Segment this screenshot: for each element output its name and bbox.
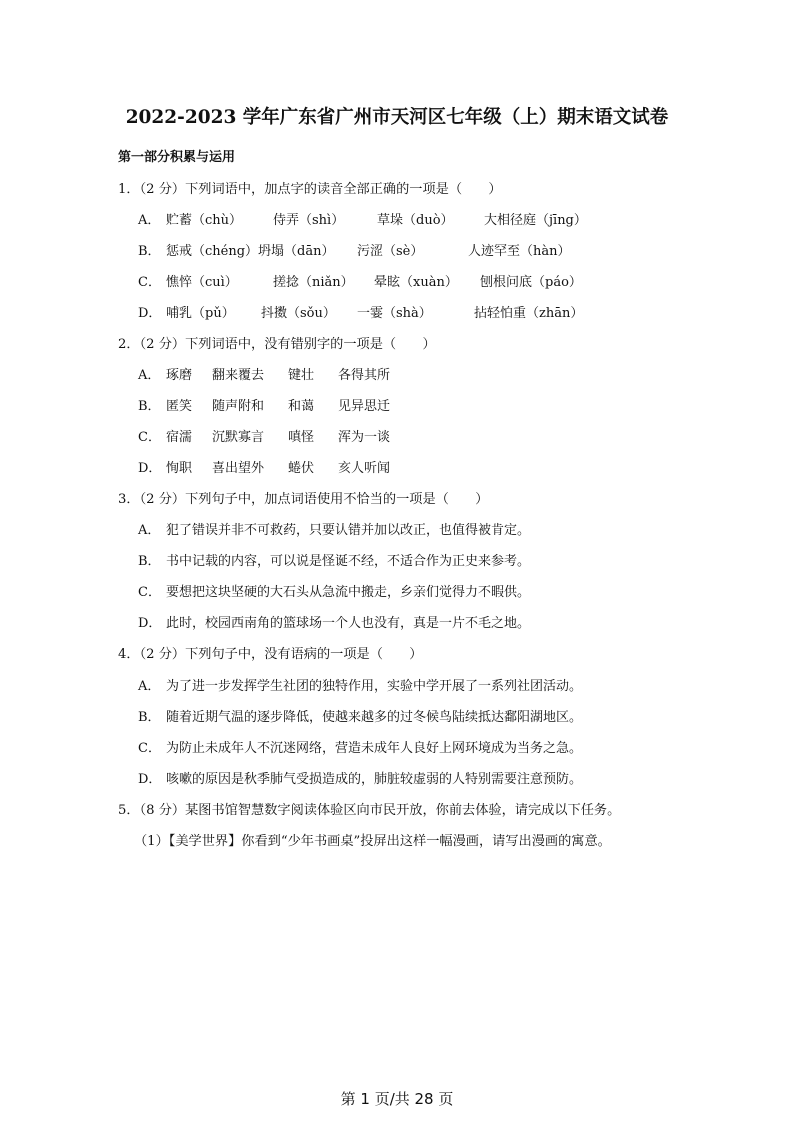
option-item: 键壮 xyxy=(288,368,315,383)
option-text: 犯了错误并非不可救药，只要认错并加以改正，也值得被肯定。 xyxy=(166,523,531,538)
option-item: 宿濡 xyxy=(166,430,193,445)
option-item: 见异思迁 xyxy=(338,399,391,414)
option-item: 一霎（shà） xyxy=(357,306,432,321)
page-title: 2022-2023 学年广东省广州市天河区七年级（上）期末语文试卷 xyxy=(125,107,669,128)
option-text: 咳嗽的原因是秋季肺气受损造成的，肺脏较虚弱的人特别需要注意预防。 xyxy=(166,772,583,787)
option-letter: B． xyxy=(138,710,161,725)
option-item: 贮蓄（chù） xyxy=(166,213,243,228)
option-item: 草垛（duò） xyxy=(377,213,454,228)
option-letter: D． xyxy=(138,461,162,476)
option-item: 嗔怪 xyxy=(288,430,315,445)
option-letter: C． xyxy=(138,275,161,290)
option-item: 蜷伏 xyxy=(288,461,315,476)
option-item: 侍弄（shì） xyxy=(273,213,345,228)
option-letter: C． xyxy=(138,430,161,445)
option-item: 随声附和 xyxy=(212,399,265,414)
option-letter: D． xyxy=(138,616,162,631)
option-item: 各得其所 xyxy=(338,368,391,383)
option-text: 此时，校园西南角的篮球场一个人也没有，真是一片不毛之地。 xyxy=(166,616,531,631)
option-item: 琢磨 xyxy=(166,368,193,383)
option-item: 哺乳（pǔ） xyxy=(166,306,235,321)
option-item: 污涩（sè） xyxy=(357,244,424,259)
option-item: 惩戒（chéng） xyxy=(166,244,259,259)
option-item: 恂职 xyxy=(166,461,193,476)
option-item: 晕眩（xuàn） xyxy=(374,275,458,290)
option-letter: A． xyxy=(138,523,161,538)
option-text: 随着近期气温的逐步降低，使越来越多的过冬候鸟陆续抵达鄱阳湖地区。 xyxy=(166,710,583,725)
option-item: 沉默寡言 xyxy=(212,430,265,445)
option-text: 为防止未成年人不沉迷网络，营造未成年人良好上网环境成为当务之急。 xyxy=(166,741,583,756)
option-letter: A． xyxy=(138,368,161,383)
option-item: 浑为一谈 xyxy=(338,430,391,445)
option-letter: B． xyxy=(138,554,161,569)
option-item: 憔悴（cuì） xyxy=(166,275,238,290)
option-item: 拈轻怕重（zhān） xyxy=(474,306,584,321)
option-item: 抖擞（sǒu） xyxy=(261,306,336,321)
option-item: 刨根问底（páo） xyxy=(480,275,582,290)
option-letter: A． xyxy=(138,679,161,694)
option-item: 坍塌（dān） xyxy=(258,244,335,259)
option-text: 要想把这块坚硬的大石头从急流中搬走，乡亲们觉得力不暇供。 xyxy=(166,585,531,600)
option-text: 为了进一步发挥学生社团的独特作用，实验中学开展了一系列社团活动。 xyxy=(166,679,583,694)
question-4-stem: 4．（2 分）下列句子中，没有语病的一项是（ ） xyxy=(118,647,423,662)
option-item: 人迹罕至（hàn） xyxy=(468,244,571,259)
option-letter: C． xyxy=(138,585,161,600)
option-text: 书中记载的内容，可以说是怪诞不经，不适合作为正史来参考。 xyxy=(166,554,531,569)
question-2-stem: 2．（2 分）下列词语中，没有错别字的一项是（ ） xyxy=(118,337,436,352)
option-item: 亥人听闻 xyxy=(338,461,391,476)
option-letter: A． xyxy=(138,213,161,228)
option-item: 和蔼 xyxy=(288,399,315,414)
option-item: 匿笑 xyxy=(166,399,193,414)
option-letter: D． xyxy=(138,306,162,321)
option-item: 喜出望外 xyxy=(212,461,265,476)
question-3-stem: 3．（2 分）下列句子中，加点词语使用不恰当的一项是（ ） xyxy=(118,492,489,507)
question-5-subtask-1: （1）【美学世界】你看到“少年书画桌”投屏出这样一幅漫画，请写出漫画的寓意。 xyxy=(134,834,611,849)
option-letter: B． xyxy=(138,244,161,259)
option-item: 大相径庭（jīng） xyxy=(484,213,587,228)
question-5-stem: 5．（8 分）某图书馆智慧数字阅读体验区向市民开放，你前去体验，请完成以下任务。 xyxy=(118,803,621,818)
option-item: 搓捻（niǎn） xyxy=(273,275,354,290)
option-letter: C． xyxy=(138,741,161,756)
page-number-footer: 第 1 页/共 28 页 xyxy=(340,1090,454,1108)
section-heading: 第一部分积累与运用 xyxy=(118,150,236,165)
option-item: 翻来覆去 xyxy=(212,368,265,383)
option-letter: B． xyxy=(138,399,161,414)
option-letter: D． xyxy=(138,772,162,787)
question-1-stem: 1．（2 分）下列词语中，加点字的读音全部正确的一项是（ ） xyxy=(118,182,502,197)
